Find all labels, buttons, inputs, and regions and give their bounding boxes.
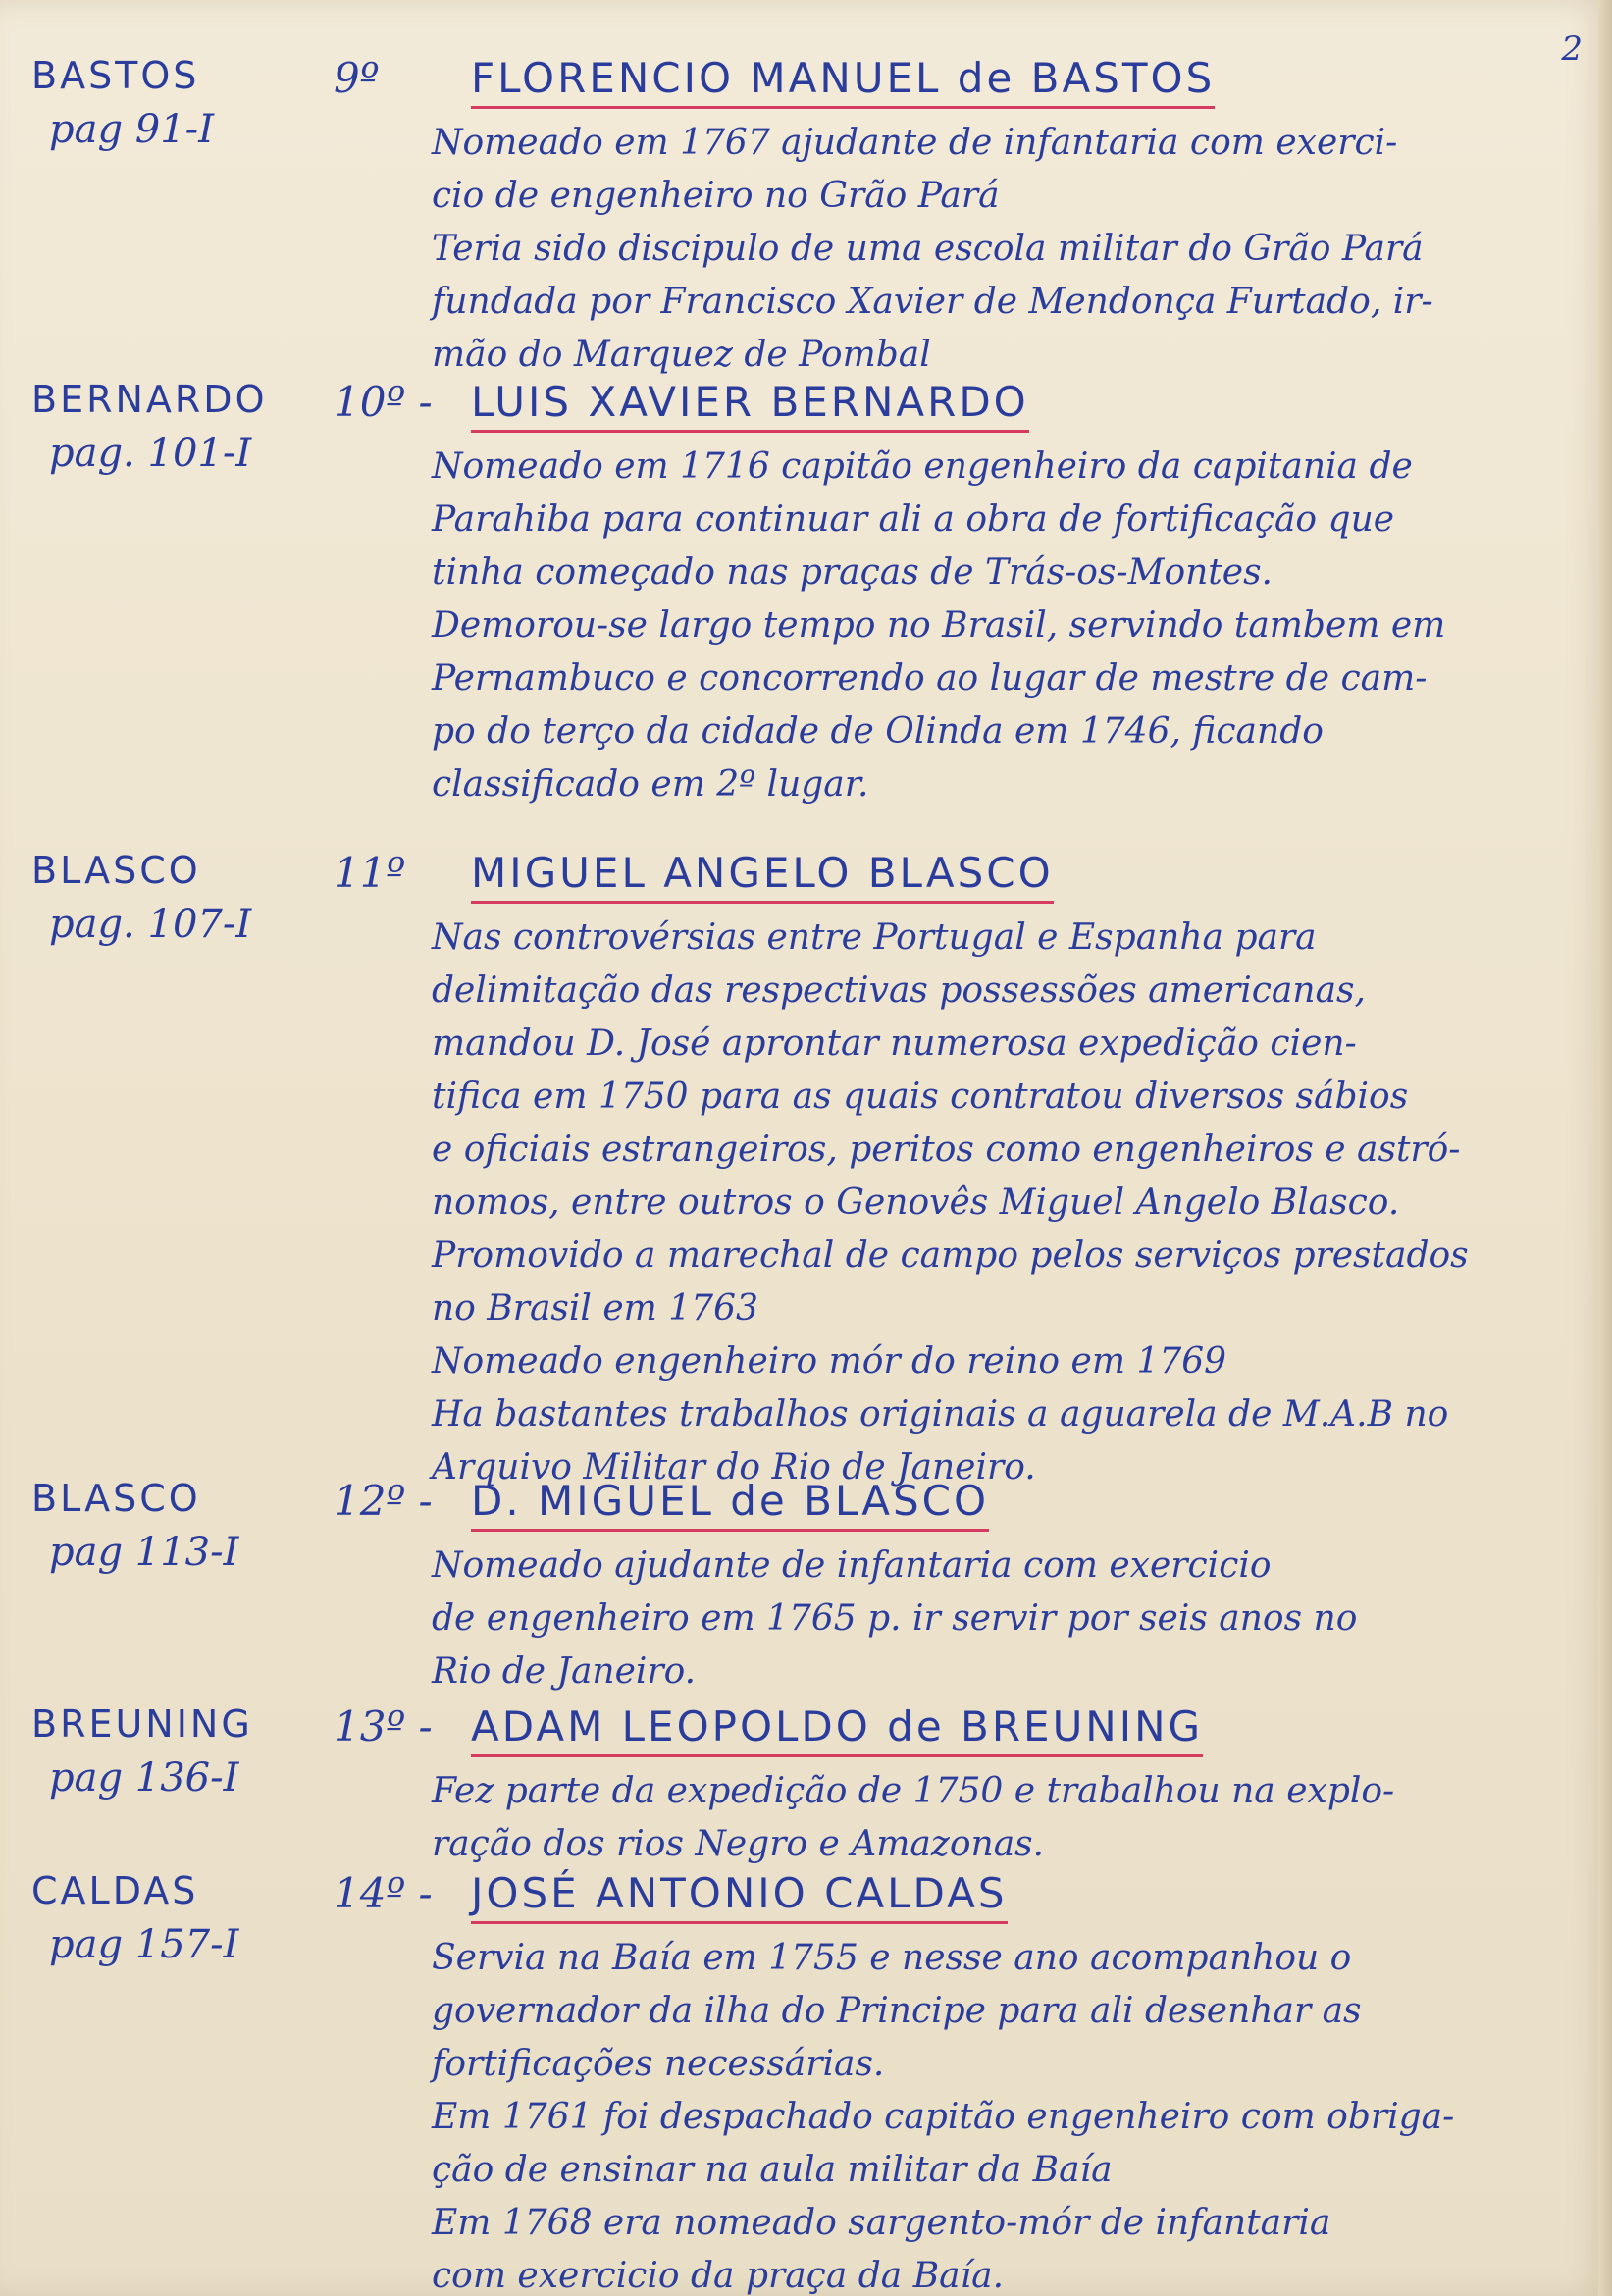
page-reference: pag 91-I <box>49 107 214 152</box>
note-line: com exercicio da praça da Baía. <box>432 2256 1005 2296</box>
surname: BLASCO <box>31 1477 201 1520</box>
surname: BASTOS <box>31 54 200 97</box>
note-line: Nomeado ajudante de infantaria com exercicio <box>432 1545 1272 1586</box>
note-line: Nomeado em 1767 ajudante de infantaria com exerci- <box>432 123 1398 163</box>
note-line: Ha bastantes trabalhos originais a aguarela de M.A.B no <box>432 1394 1449 1435</box>
note-line: fortificações necessárias. <box>432 2044 885 2084</box>
note-line: Demorou-se largo tempo no Brasil, servindo tambem em <box>432 605 1446 646</box>
note-line: Nas controvérsias entre Portugal e Espanha para <box>432 917 1317 958</box>
entry-ordinal: 11º <box>334 849 406 897</box>
note-line: classificado em 2º lugar. <box>432 764 869 805</box>
entry-notes <box>432 117 1580 382</box>
full-name: ADAM LEOPOLDO de BREUNING <box>471 1702 1203 1757</box>
entry-notes <box>432 441 1580 811</box>
note-line: de engenheiro em 1765 p. ir servir por seis anos no <box>432 1598 1358 1639</box>
note-line: e oficiais estrangeiros, peritos como engenheiros e astró- <box>432 1129 1461 1170</box>
surname: BERNARDO <box>31 378 268 421</box>
note-line: tifica em 1750 para as quais contratou diversos sábios <box>432 1076 1409 1117</box>
entry-ordinal: 14º - <box>334 1869 433 1917</box>
entry-notes <box>432 1932 1580 2296</box>
note-line: Teria sido discipulo de uma escola militar do Grão Pará <box>432 229 1424 269</box>
note-line: delimitação das respectivas possessões americanas, <box>432 970 1366 1011</box>
note-line: Pernambuco e concorrendo ao lugar de mestre de cam- <box>432 658 1428 699</box>
entry-ordinal: 12º - <box>334 1477 433 1525</box>
note-line: Nomeado engenheiro mór do reino em 1769 <box>432 1341 1227 1382</box>
note-line: nomos, entre outros o Genovês Miguel Angelo Blasco. <box>432 1182 1400 1223</box>
note-line: Promovido a marechal de campo pelos serviços prestados <box>432 1235 1469 1276</box>
note-line: po do terço da cidade de Olinda em 1746, ficando <box>432 711 1324 752</box>
note-line: ração dos rios Negro e Amazonas. <box>432 1824 1045 1864</box>
note-line: Nomeado em 1716 capitão engenheiro da capitania de <box>432 446 1413 487</box>
note-line: ção de ensinar na aula militar da Baía <box>432 2150 1113 2190</box>
page-reference: pag 136-I <box>49 1755 239 1800</box>
note-line: Parahiba para continuar ali a obra de fortificação que <box>432 499 1395 540</box>
surname: CALDAS <box>31 1869 199 1912</box>
entry-notes <box>432 1765 1580 1871</box>
entry-ordinal: 9º <box>334 54 380 102</box>
note-line: Rio de Janeiro. <box>432 1651 697 1692</box>
full-name: LUIS XAVIER BERNARDO <box>471 378 1029 433</box>
note-line: mão do Marquez de Pombal <box>432 335 931 375</box>
full-name: D. MIGUEL de BLASCO <box>471 1477 989 1532</box>
note-line: Em 1761 foi despachado capitão engenheiro com obriga- <box>432 2097 1455 2137</box>
surname: BREUNING <box>31 1702 253 1746</box>
page-reference: pag 157-I <box>49 1922 239 1967</box>
note-line: tinha começado nas praças de Trás-os-Montes. <box>432 552 1273 593</box>
page-reference: pag 113-I <box>49 1530 239 1575</box>
note-line: no Brasil em 1763 <box>432 1288 758 1329</box>
note-line: Fez parte da expedição de 1750 e trabalhou na explo- <box>432 1771 1395 1811</box>
entry-notes <box>432 912 1580 1494</box>
surname: BLASCO <box>31 849 201 892</box>
full-name: JOSÉ ANTONIO CALDAS <box>471 1869 1008 1924</box>
entry-ordinal: 10º - <box>334 378 433 426</box>
note-line: fundada por Francisco Xavier de Mendonça Furtado, ir- <box>432 282 1433 322</box>
page-number: 2 <box>1561 29 1583 69</box>
page-reference: pag. 101-I <box>49 431 252 476</box>
note-line: mandou D. José aprontar numerosa expedição cien- <box>432 1023 1357 1064</box>
note-line: cio de engenheiro no Grão Pará <box>432 176 1000 216</box>
page-edge <box>1598 0 1612 2296</box>
full-name: FLORENCIO MANUEL de BASTOS <box>471 54 1215 109</box>
full-name: MIGUEL ANGELO BLASCO <box>471 849 1054 904</box>
note-line: Arquivo Militar do Rio de Janeiro. <box>432 1447 1036 1487</box>
note-line: Em 1768 era nomeado sargento-mór de infantaria <box>432 2203 1331 2243</box>
entry-ordinal: 13º - <box>334 1702 433 1750</box>
note-line: governador da ilha do Principe para ali desenhar as <box>432 1991 1362 2031</box>
entry-notes <box>432 1539 1580 1698</box>
page-reference: pag. 107-I <box>49 902 252 947</box>
note-line: Servia na Baía em 1755 e nesse ano acompanhou o <box>432 1938 1352 1978</box>
